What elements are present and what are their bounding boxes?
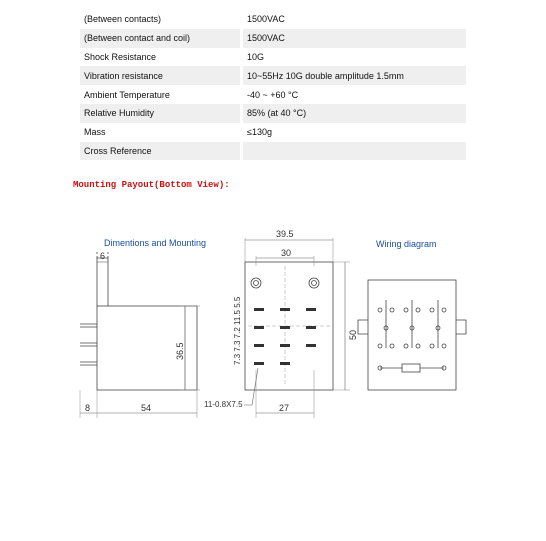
side-view-title: Dimentions and Mounting <box>104 238 207 248</box>
spec-label: (Between contacts) <box>80 10 240 29</box>
dim-39-5: 39.5 <box>276 229 294 239</box>
spec-value: ≤130g <box>243 123 466 142</box>
spec-value: 85% (at 40 °C) <box>243 104 466 123</box>
spec-label: Vibration resistance <box>80 66 240 85</box>
dim-6: 6 <box>100 251 106 261</box>
hole-spec-label: 11-0.8X7.5 <box>204 400 243 409</box>
spec-value: 10~55Hz 10G double amplitude 1.5mm <box>243 66 466 85</box>
spec-label: Mass <box>80 123 240 142</box>
spec-label: Relative Humidity <box>80 104 240 123</box>
spec-label: Ambient Temperature <box>80 85 240 104</box>
dim-36-5: 36.5 <box>175 342 185 360</box>
wiring-diagram <box>358 280 466 390</box>
side-view <box>80 252 200 418</box>
pin-pitch-label: 7.3 7.3 7.2 11.5 5.5 <box>233 296 242 365</box>
coil-symbol <box>402 364 420 372</box>
spec-label: Shock Resistance <box>80 48 240 67</box>
spec-value: 10G <box>243 48 466 67</box>
spec-value: 1500VAC <box>243 10 466 29</box>
wiring-title: Wiring diagram <box>376 239 437 249</box>
dim-27: 27 <box>279 403 290 413</box>
dim-8: 8 <box>85 403 91 413</box>
dim-54: 54 <box>141 403 152 413</box>
dim-30: 30 <box>281 248 292 258</box>
spec-label: Cross Reference <box>80 142 240 161</box>
dim-50: 50 <box>348 329 358 340</box>
mounting-layout-heading: Mounting Payout(Bottom View): <box>73 180 230 190</box>
mounting-flange <box>97 258 108 306</box>
spec-label: (Between contact and coil) <box>80 29 240 48</box>
spec-value: -40 ~ +60 °C <box>243 85 466 104</box>
spec-value: 1500VAC <box>243 29 466 48</box>
